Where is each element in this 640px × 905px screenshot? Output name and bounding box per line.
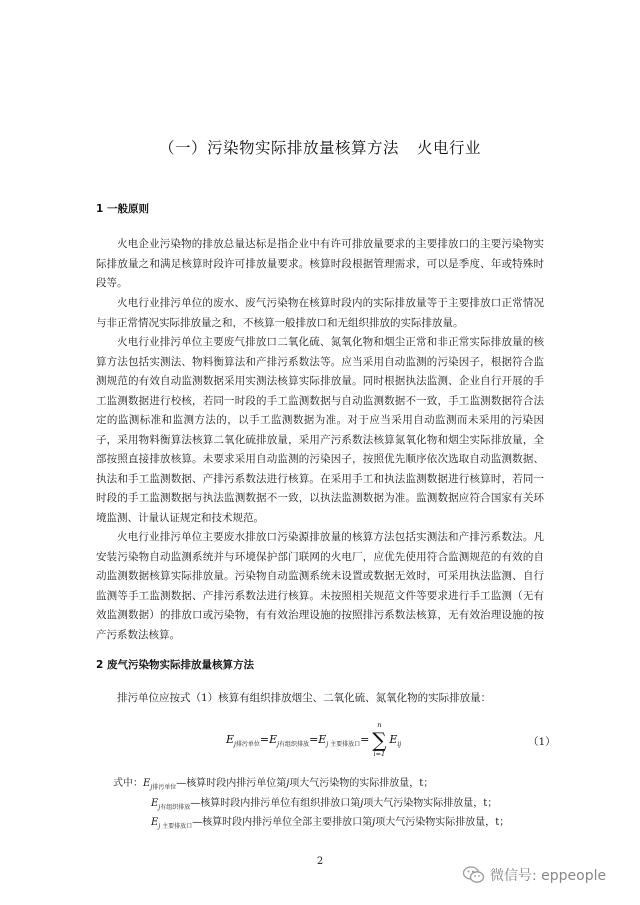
title-main: （一）污染物实际排放量核算方法 bbox=[158, 139, 399, 157]
wechat-icon bbox=[463, 866, 485, 884]
formula-1: $E_{j排污单位}=E_{j有组织排放}=E_{j 主要排放口}=$ n ∑ i=1 $E_{ij}$ bbox=[226, 721, 402, 758]
watermark-text: 微信号: eppeople bbox=[490, 868, 607, 884]
page-number: 2 bbox=[316, 856, 324, 867]
where-item: 式中：$E_{j排污单位}—$核算时段内排污单位第j项大气污染物的实际排放量，t； bbox=[113, 778, 434, 791]
section-heading-general: 1 一般原则 bbox=[96, 203, 149, 215]
paragraph: 火电行业排污单位主要废气排放口二氧化硫、氮氧化物和烟尘正常和非正常实际排放量的核算方法包括实测法、物料衡算法和产排污系数法等。应当采用自动监测的污染因子，根据符合监测规范的有效自动监测数据采用实测法核算实际排放量。同时根据执法监测、企业自行开展的手工监测数据进行校核，若同一时段的手工监测数据与自动监测数据不一致，手工监测数据符合法定的监测标准和监测方法的，以手工监测数据为准。对于应当采用自动监测而未采用的污染因子，采用物料衡算法核算二氧化硫排放量，采用产污系数法核算氮氧化物和烟尘实际排放量，全部按照直接排放核算。未要求采用自动监测的污染因子，按照优先顺序依次选取自动监测数据、执法和手工监测数据、产排污系数法进行核算。在采用手工和执法监测数据进行核算时，若同一时段的手工监测数据与执法监测数据不一致，以执法监测数据为准。监测数据应符合国家有关环境监测、计量认证规定和技术规范。 bbox=[96, 336, 544, 524]
title-industry: 火电行业 bbox=[417, 139, 482, 157]
summation-symbol: n ∑ i=1 bbox=[372, 721, 387, 758]
where-item: $E_{j 主要排放口}—$核算时段内排污单位全部主要排放口第j项大气污染物实际排放量，t； bbox=[151, 817, 510, 830]
paragraph: 火电行业排污单位的废水、废气污染物在核算时段内的实际排放量等于主要排放口正常情况与非正常情况实际排放量之和，不核算一般排放口和无组织排放的实际排放量。 bbox=[96, 297, 544, 329]
page-title bbox=[0, 136, 640, 158]
where-item: $E_{j有组织排放}—$核算时段内排污单位有组织排放口第j项大气污染物实际排放量，t； bbox=[151, 798, 498, 811]
paragraph: 火电企业污染物的排放总量达标是指企业中有许可排放量要求的主要排放口的主要污染物实际排放量之和满足核算时段许可排放量要求。核算时段根据管理需求，可以是季度、年或特殊时段等。 bbox=[96, 238, 544, 289]
watermark bbox=[463, 865, 606, 885]
paragraph: 火电行业排污单位主要废水排放口污染源排放量的核算方法包括实测法和产排污系数法。凡安装污染物自动监测系统并与环境保护部门联网的火电厂，应优先使用符合监测规范的有效的自动监测数据核算实际排放量。污染物自动监测系统未设置或数据无效时，可采用执法监测、自行监测等手工监测数据、产排污系数法进行核算。未按照相关规范文件等要求进行手工监测（无有效监测数据）的排放口或污染物，有有效治理设施的按照排污系数法核算，无有效治理设施的按产污系数法核算。 bbox=[96, 531, 544, 641]
formula-intro: 排污单位应按式（1）核算有组织排放烟尘、二氧化硫、氮氧化物的实际排放量： bbox=[117, 692, 492, 704]
equation-number: （1） bbox=[528, 736, 556, 748]
section-heading-gas: 2 废气污染物实际排放量核算方法 bbox=[96, 659, 254, 671]
